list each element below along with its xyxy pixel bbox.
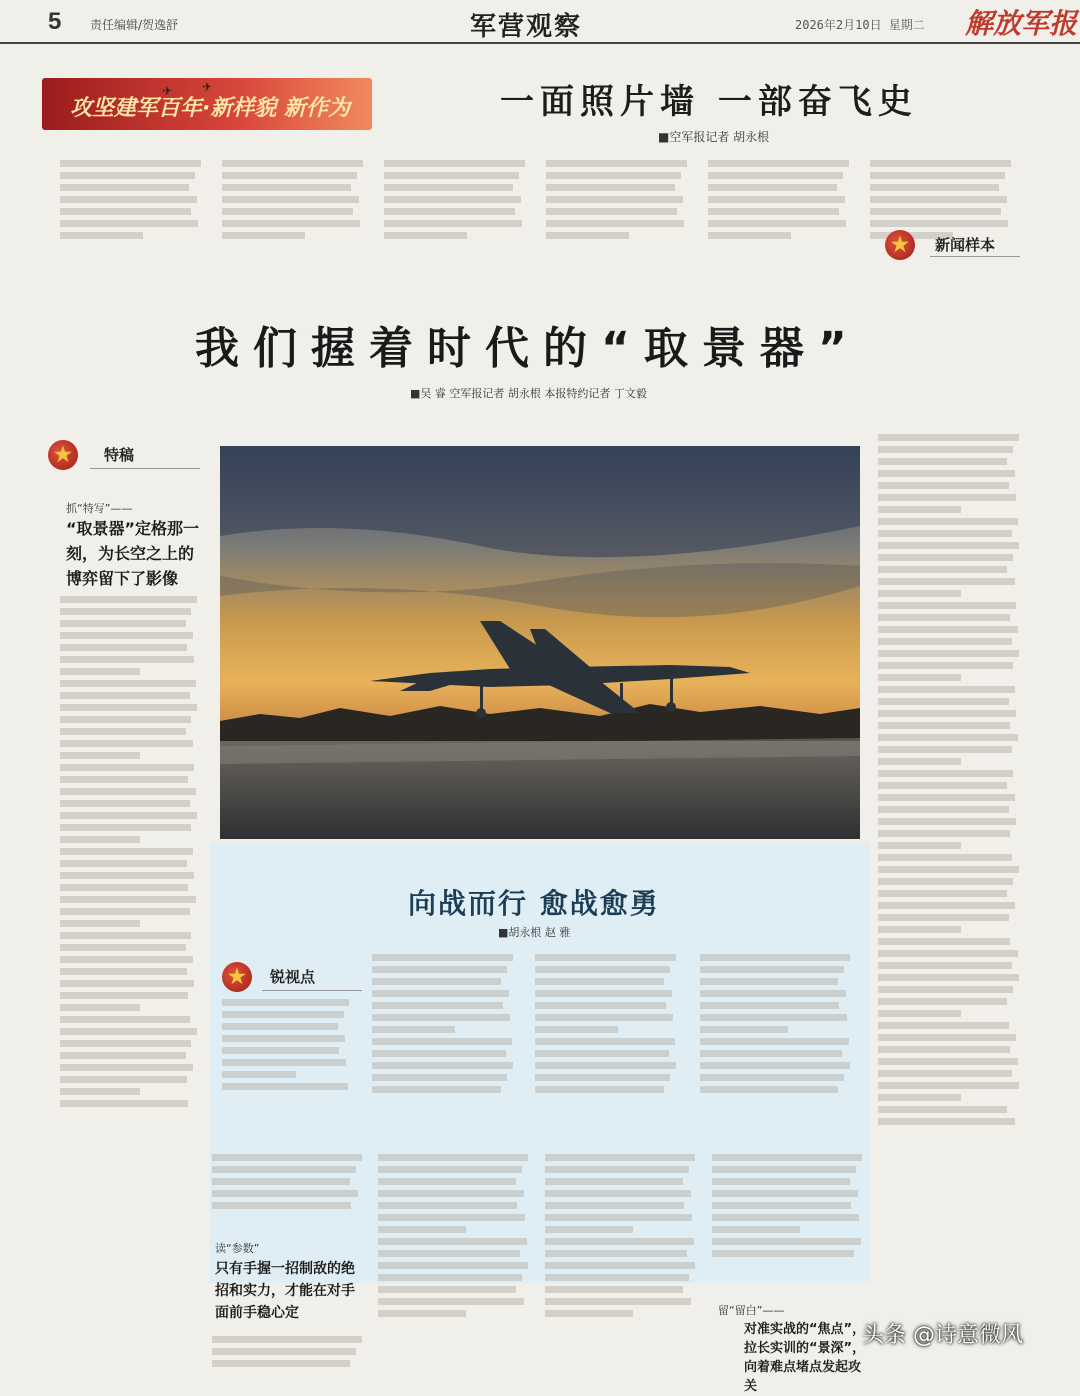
top-story-title: 一面照片墙 一部奋飞史 — [500, 82, 918, 122]
greeked-text-line — [372, 1038, 512, 1045]
editor-credit: 责任编辑/贺逸舒 — [90, 18, 179, 32]
greeked-text-line — [708, 220, 846, 227]
greeked-text-line — [60, 848, 193, 855]
greeked-text-line — [878, 554, 1013, 561]
greeked-text-line — [712, 1214, 859, 1221]
greeked-text-line — [535, 1014, 673, 1021]
greeked-text-line — [212, 1202, 351, 1209]
feature-body — [212, 1150, 372, 1240]
greeked-text-line — [878, 878, 1013, 885]
greeked-text-line — [700, 1062, 850, 1069]
greeked-text-line — [60, 908, 190, 915]
greeked-text-line — [222, 220, 360, 227]
top-story-byline: ■空军报记者 胡永根 — [658, 130, 770, 144]
star-emblem-icon: ★ — [48, 440, 88, 470]
greeked-text-line — [60, 1064, 193, 1071]
greeked-text-line — [878, 1010, 961, 1017]
greeked-text-line — [712, 1250, 854, 1257]
greeked-text-line — [535, 1026, 618, 1033]
greeked-text-line — [878, 890, 1007, 897]
greeked-text-line — [712, 1190, 858, 1197]
greeked-text-line — [708, 184, 837, 191]
greeked-text-line — [545, 1202, 684, 1209]
divider — [930, 256, 1020, 257]
greeked-text-line — [378, 1154, 528, 1161]
greeked-text-line — [60, 1052, 186, 1059]
commentary-text — [222, 995, 357, 1125]
greeked-text-line — [60, 644, 187, 651]
greeked-text-line — [700, 978, 838, 985]
greeked-text-line — [60, 1088, 140, 1095]
greeked-text-line — [546, 220, 684, 227]
greeked-text-line — [712, 1226, 800, 1233]
greeked-text-line — [60, 956, 193, 963]
greeked-text-line — [378, 1226, 466, 1233]
greeked-text-line — [878, 530, 1012, 537]
greeked-text-line — [60, 1028, 197, 1035]
greeked-text-line — [546, 232, 629, 239]
greeked-text-line — [545, 1178, 683, 1185]
greeked-text-line — [878, 1082, 1019, 1089]
greeked-text-line — [545, 1298, 691, 1305]
greeked-text-line — [700, 966, 844, 973]
greeked-text-line — [878, 650, 1019, 657]
greeked-text-line — [60, 668, 140, 675]
greeked-text-line — [878, 662, 1013, 669]
feature-title: 我们握着时代的“取景器” — [195, 323, 861, 374]
greeked-text-line — [878, 494, 1016, 501]
lead-prefix: 抓“特写”—— — [66, 502, 133, 515]
greeked-text-line — [60, 184, 189, 191]
text-column — [60, 156, 210, 276]
greeked-text-line — [212, 1348, 356, 1355]
greeked-text-line — [60, 1040, 191, 1047]
greeked-text-line — [378, 1166, 522, 1173]
greeked-text-line — [222, 999, 349, 1006]
star-emblem-icon: ★ — [885, 230, 925, 260]
greeked-text-line — [60, 220, 198, 227]
greeked-text-line — [712, 1154, 862, 1161]
greeked-text-line — [708, 196, 845, 203]
greeked-text-line — [546, 184, 675, 191]
greeked-text-line — [60, 860, 187, 867]
commentary-text — [372, 950, 522, 1150]
greeked-text-line — [878, 698, 1009, 705]
greeked-text-line — [222, 172, 357, 179]
greeked-text-line — [222, 1011, 344, 1018]
greeked-text-line — [878, 950, 1018, 957]
greeked-text-line — [60, 716, 191, 723]
greeked-text-line — [535, 1050, 669, 1057]
greeked-text-line — [878, 986, 1013, 993]
greeked-text-line — [700, 1086, 838, 1093]
greeked-text-line — [535, 1074, 670, 1081]
greeked-text-line — [878, 926, 961, 933]
greeked-text-line — [700, 1038, 849, 1045]
divider — [90, 468, 200, 469]
greeked-text-line — [212, 1190, 358, 1197]
greeked-text-line — [870, 172, 1005, 179]
top-story-body — [60, 156, 1020, 276]
bird-icon: ✈ — [162, 84, 173, 98]
greeked-text-line — [60, 704, 197, 711]
greeked-text-line — [878, 638, 1012, 645]
greeked-text-line — [60, 160, 201, 167]
greeked-text-line — [700, 1014, 847, 1021]
greeked-text-line — [870, 160, 1011, 167]
feature-byline: ■吴 睿 空军报记者 胡永根 本报特约记者 丁文毅 — [410, 387, 647, 400]
greeked-text-line — [378, 1190, 524, 1197]
greeked-text-line — [222, 160, 363, 167]
greeked-text-line — [60, 932, 191, 939]
news-sample-label: 新闻样本 — [935, 236, 996, 254]
greeked-text-line — [60, 1100, 188, 1107]
greeked-text-line — [708, 232, 791, 239]
greeked-text-line — [545, 1310, 633, 1317]
greeked-text-line — [384, 184, 513, 191]
greeked-text-line — [378, 1310, 466, 1317]
greeked-text-line — [878, 482, 1009, 489]
section-title: 军营观察 — [470, 12, 583, 42]
greeked-text-line — [700, 1074, 844, 1081]
greeked-text-line — [878, 902, 1015, 909]
greeked-text-line — [378, 1202, 517, 1209]
greeked-text-line — [372, 1002, 503, 1009]
greeked-text-line — [60, 728, 186, 735]
greeked-text-line — [878, 734, 1018, 741]
read-params-lead: 只有手握一招制敌的绝招和实力，才能在对手面前手稳心定 — [215, 1261, 355, 1321]
greeked-text-line — [60, 968, 187, 975]
greeked-text-line — [700, 954, 850, 961]
greeked-text-line — [535, 1086, 664, 1093]
greeked-text-line — [222, 1047, 339, 1054]
greeked-text-line — [545, 1274, 689, 1281]
greeked-text-line — [60, 172, 195, 179]
feature-body — [378, 1150, 538, 1380]
greeked-text-line — [222, 1035, 345, 1042]
greeked-text-line — [878, 746, 1012, 753]
greeked-text-line — [372, 1062, 513, 1069]
feature-lead: “取景器”定格那一刻，为长空之上的博弈留下了影像 — [66, 519, 200, 588]
leave-space-lead: 对准实战的“焦点”，拉长实训的“景深”，向着难点堵点发起攻关 — [744, 1322, 866, 1394]
greeked-text-line — [60, 884, 188, 891]
greeked-text-line — [60, 596, 197, 603]
greeked-text-line — [535, 966, 670, 973]
text-column — [222, 156, 372, 276]
greeked-text-line — [60, 920, 140, 927]
greeked-text-line — [878, 914, 1009, 921]
greeked-text-line — [878, 806, 1009, 813]
greeked-text-line — [222, 196, 359, 203]
commentary-label: 锐视点 — [270, 968, 316, 986]
greeked-text-line — [700, 1050, 842, 1057]
greeked-text-line — [712, 1202, 851, 1209]
greeked-text-line — [60, 980, 194, 987]
greeked-text-line — [535, 990, 672, 997]
greeked-text-line — [878, 1034, 1016, 1041]
greeked-text-line — [878, 506, 961, 513]
greeked-text-line — [60, 1004, 140, 1011]
greeked-text-line — [878, 566, 1007, 573]
greeked-text-line — [372, 1014, 510, 1021]
masthead — [0, 0, 1080, 44]
greeked-text-line — [60, 764, 194, 771]
greeked-text-line — [870, 196, 1007, 203]
greeked-text-line — [372, 1050, 506, 1057]
greeked-text-line — [60, 632, 193, 639]
greeked-text-line — [222, 232, 305, 239]
greeked-text-line — [545, 1190, 691, 1197]
greeked-text-line — [878, 578, 1015, 585]
greeked-text-line — [700, 1002, 839, 1009]
greeked-text-line — [878, 770, 1013, 777]
greeked-text-line — [384, 196, 521, 203]
greeked-text-line — [212, 1336, 362, 1343]
greeked-text-line — [878, 854, 1012, 861]
greeked-text-line — [372, 954, 513, 961]
greeked-text-line — [60, 836, 140, 843]
greeked-text-line — [878, 1106, 1007, 1113]
greeked-text-line — [212, 1154, 362, 1161]
greeked-text-line — [60, 800, 190, 807]
feature-label: 特稿 — [104, 446, 135, 464]
greeked-text-line — [60, 752, 140, 759]
greeked-text-line — [212, 1166, 356, 1173]
greeked-text-line — [878, 830, 1010, 837]
text-column — [546, 156, 696, 276]
feature-body-left — [60, 592, 206, 1282]
greeked-text-line — [878, 794, 1015, 801]
greeked-text-line — [878, 758, 961, 765]
greeked-text-line — [378, 1238, 527, 1245]
greeked-text-line — [60, 232, 143, 239]
greeked-text-line — [546, 160, 687, 167]
greeked-text-line — [545, 1214, 692, 1221]
greeked-text-line — [372, 1026, 455, 1033]
greeked-text-line — [708, 160, 849, 167]
greeked-text-line — [878, 1094, 961, 1101]
greeked-text-line — [372, 966, 507, 973]
greeked-text-line — [878, 518, 1018, 525]
greeked-text-line — [700, 1026, 788, 1033]
newspaper-logo: 解放军报 — [965, 7, 1078, 40]
commentary-text — [535, 950, 685, 1150]
greeked-text-line — [60, 208, 191, 215]
greeked-text-line — [222, 1023, 338, 1030]
greeked-text-line — [878, 674, 961, 681]
greeked-text-line — [870, 208, 1001, 215]
greeked-text-line — [384, 220, 522, 227]
greeked-text-line — [535, 1062, 676, 1069]
greeked-text-line — [535, 1038, 675, 1045]
text-column — [384, 156, 534, 276]
greeked-text-line — [545, 1166, 689, 1173]
source-watermark: 头条 @诗意微风 — [862, 1323, 1023, 1348]
greeked-text-line — [378, 1178, 516, 1185]
divider — [262, 990, 362, 991]
bird-icon: ✈ — [202, 80, 213, 94]
greeked-text-line — [535, 978, 664, 985]
greeked-text-line — [878, 602, 1016, 609]
greeked-text-line — [878, 434, 1019, 441]
greeked-text-line — [384, 232, 467, 239]
greeked-text-line — [378, 1262, 528, 1269]
greeked-text-line — [60, 824, 191, 831]
greeked-text-line — [372, 978, 501, 985]
greeked-text-line — [878, 542, 1019, 549]
star-emblem-icon: ★ — [222, 962, 262, 992]
greeked-text-line — [878, 998, 1007, 1005]
greeked-text-line — [878, 962, 1012, 969]
greeked-text-line — [878, 446, 1013, 453]
jet-photo — [220, 446, 860, 839]
feature-body — [212, 1332, 372, 1380]
greeked-text-line — [878, 1118, 1015, 1125]
greeked-text-line — [222, 1083, 348, 1090]
greeked-text-line — [878, 782, 1007, 789]
greeked-text-line — [372, 1086, 501, 1093]
greeked-text-line — [60, 620, 186, 627]
greeked-text-line — [60, 680, 196, 687]
greeked-text-line — [384, 208, 515, 215]
greeked-text-line — [878, 842, 961, 849]
banner-text: 攻坚建军百年·新样貌 新作为 — [70, 96, 351, 121]
greeked-text-line — [60, 776, 188, 783]
greeked-text-line — [60, 788, 196, 795]
greeked-text-line — [384, 172, 519, 179]
greeked-text-line — [60, 656, 194, 663]
greeked-text-line — [60, 1076, 187, 1083]
greeked-text-line — [546, 196, 683, 203]
greeked-text-line — [545, 1238, 694, 1245]
greeked-text-line — [878, 590, 961, 597]
greeked-text-line — [878, 1058, 1018, 1065]
feature-body — [545, 1150, 705, 1380]
greeked-text-line — [712, 1166, 856, 1173]
greeked-text-line — [60, 692, 190, 699]
fighter-jet-image — [220, 446, 860, 839]
greeked-text-line — [372, 990, 509, 997]
greeked-text-line — [878, 866, 1019, 873]
greeked-text-line — [870, 220, 1008, 227]
greeked-text-line — [60, 608, 191, 615]
feature-body-right — [878, 430, 1028, 1370]
greeked-text-line — [60, 1016, 190, 1023]
greeked-text-line — [222, 1071, 296, 1078]
greeked-text-line — [545, 1226, 633, 1233]
greeked-text-line — [878, 1046, 1010, 1053]
greeked-text-line — [545, 1250, 687, 1257]
greeked-text-line — [378, 1286, 516, 1293]
greeked-text-line — [546, 208, 677, 215]
greeked-text-line — [545, 1286, 683, 1293]
greeked-text-line — [712, 1178, 850, 1185]
greeked-text-line — [60, 740, 193, 747]
greeked-text-line — [545, 1262, 695, 1269]
greeked-text-line — [700, 990, 846, 997]
greeked-text-line — [878, 818, 1016, 825]
greeked-text-line — [878, 1070, 1012, 1077]
page-number: 5 — [48, 8, 62, 35]
greeked-text-line — [878, 710, 1016, 717]
greeked-text-line — [222, 208, 353, 215]
greeked-text-line — [372, 1074, 507, 1081]
greeked-text-line — [60, 944, 186, 951]
greeked-text-line — [60, 896, 196, 903]
greeked-text-line — [878, 1022, 1009, 1029]
feature-body — [712, 1150, 872, 1290]
greeked-text-line — [712, 1238, 861, 1245]
greeked-text-line — [378, 1250, 520, 1257]
greeked-text-line — [546, 172, 681, 179]
greeked-text-line — [535, 954, 676, 961]
greeked-text-line — [60, 812, 197, 819]
leave-space-label: 留“留白”—— — [718, 1304, 785, 1317]
greeked-text-line — [378, 1298, 524, 1305]
greeked-text-line — [878, 458, 1007, 465]
greeked-text-line — [212, 1178, 350, 1185]
text-column — [708, 156, 858, 276]
greeked-text-line — [60, 992, 188, 999]
greeked-text-line — [878, 626, 1018, 633]
greeked-text-line — [878, 614, 1010, 621]
commentary-text — [700, 950, 860, 1150]
greeked-text-line — [878, 686, 1015, 693]
campaign-banner — [42, 78, 372, 130]
greeked-text-line — [708, 208, 839, 215]
greeked-text-line — [384, 160, 525, 167]
issue-date: 2026年2月10日 星期二 — [795, 18, 925, 32]
greeked-text-line — [878, 722, 1010, 729]
commentary-title: 向战而行 愈战愈勇 — [408, 887, 660, 920]
greeked-text-line — [378, 1274, 522, 1281]
greeked-text-line — [878, 974, 1019, 981]
greeked-text-line — [378, 1214, 525, 1221]
greeked-text-line — [212, 1360, 350, 1367]
greeked-text-line — [870, 184, 999, 191]
read-params-label: 读“参数” — [215, 1242, 260, 1255]
greeked-text-line — [60, 196, 197, 203]
greeked-text-line — [222, 184, 351, 191]
commentary-byline: ■胡永根 赵 雅 — [498, 926, 571, 939]
greeked-text-line — [545, 1154, 695, 1161]
greeked-text-line — [535, 1002, 666, 1009]
greeked-text-line — [878, 470, 1015, 477]
greeked-text-line — [708, 172, 843, 179]
greeked-text-line — [878, 938, 1010, 945]
greeked-text-line — [222, 1059, 346, 1066]
greeked-text-line — [60, 872, 194, 879]
